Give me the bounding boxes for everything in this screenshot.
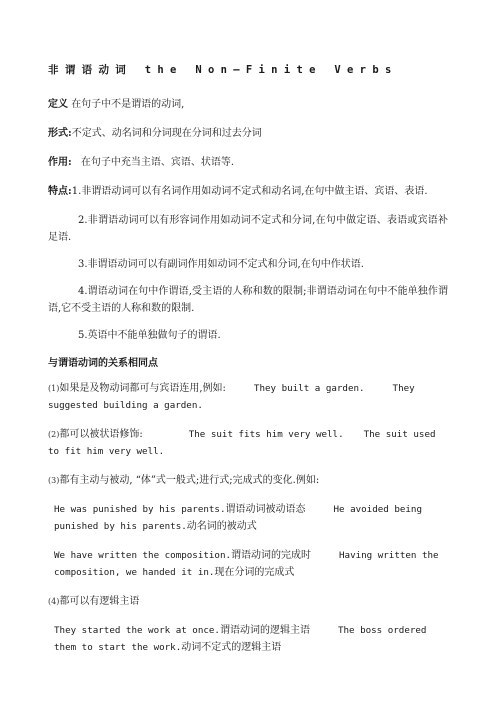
section-heading: 与谓语动词的关系相同点: [48, 358, 158, 369]
example-sentence: The suit fits him very well.: [188, 429, 344, 440]
form-text: 不定式、动名词和分词现在分词和过去分词: [71, 128, 262, 139]
page-title: 非 谓 语 动 词 t h e N o n – F i n i t e V e r b s: [48, 64, 392, 76]
point-text: 都有主动与被动, “体”式一般式;进行式;完成式的变化.例如:: [59, 475, 320, 486]
form-line: [48, 125, 448, 142]
feature-item-1: [48, 183, 448, 200]
example-note: 动名词的被动式: [186, 521, 257, 532]
example-sentence: He avoided being punished by his parents.: [54, 504, 422, 532]
function-line: [48, 154, 448, 171]
example-sentence: The suit used to fit him very well.: [48, 429, 436, 457]
definition-line: [48, 96, 448, 113]
form-label: 形式:: [48, 128, 72, 139]
example-row-3: [48, 622, 448, 656]
point-text: 都可以有逻辑主语: [59, 596, 140, 607]
function-text: 在句子中充当主语、宾语、状语等.: [80, 157, 235, 168]
example-sentence: Having written the composition, we handed it in.: [54, 550, 439, 578]
feature-item-2: 2.非谓语动词可以有形容词作用如动词不定式和分词,在句中做定语、表语或宾语补足语.: [48, 215, 448, 243]
feature-item-5: 5.英语中不能单独做句子的谓语.: [78, 330, 221, 341]
example-sentence: The boss ordered them to start the work.: [54, 625, 427, 653]
example-sentence: He was punished by his parents.: [54, 504, 226, 515]
point-1: [48, 380, 448, 414]
point-3: [48, 472, 448, 489]
feature-text-1: 1.非谓语动词可以有名词作用如动词不定式和动名词,在句中做主语、宾语、表语.: [71, 186, 428, 197]
features-label: 特点:: [48, 186, 72, 197]
example-note: 现在分词的完成式: [214, 567, 295, 578]
example-note: 动词不定式的逻辑主语: [181, 642, 282, 653]
point-text: 都可以被状语修饰:: [59, 429, 143, 440]
example-row-2: [48, 547, 448, 581]
function-label: 作用:: [48, 157, 72, 168]
point-number: (3): [48, 476, 60, 485]
example-sentence: They built a garden.: [253, 383, 365, 394]
point-number: (4): [48, 597, 60, 606]
point-number: (1): [48, 384, 60, 393]
feature-item-3: 3.非谓语动词可以有副词作用如动词不定式和分词,在句中作状语.: [78, 259, 364, 270]
definition-label: 定义: [48, 99, 68, 110]
point-4: [48, 593, 448, 610]
point-number: (2): [48, 430, 60, 439]
definition-text: 在句子中不是谓语的动词,: [71, 99, 185, 110]
example-note: 谓语动词被动语态: [225, 504, 306, 515]
example-row-1: [48, 501, 448, 535]
example-sentence: They started the work at once.: [54, 625, 220, 636]
point-2: [48, 426, 448, 460]
feature-item-4: 4.谓语动词在句中作谓语,受主语的人称和数的限制;非谓语动词在句中不能单独作谓语,它不受主语的人称和数的限制.: [48, 286, 448, 314]
example-note: 谓语动词的完成时: [231, 550, 312, 561]
example-sentence: We have written the composition.: [54, 550, 232, 561]
point-text: 如果是及物动词都可与宾语连用,例如:: [59, 383, 226, 394]
example-sentence: They suggested building a garden.: [48, 383, 415, 411]
example-note: 谓语动词的逻辑主语: [219, 625, 310, 636]
